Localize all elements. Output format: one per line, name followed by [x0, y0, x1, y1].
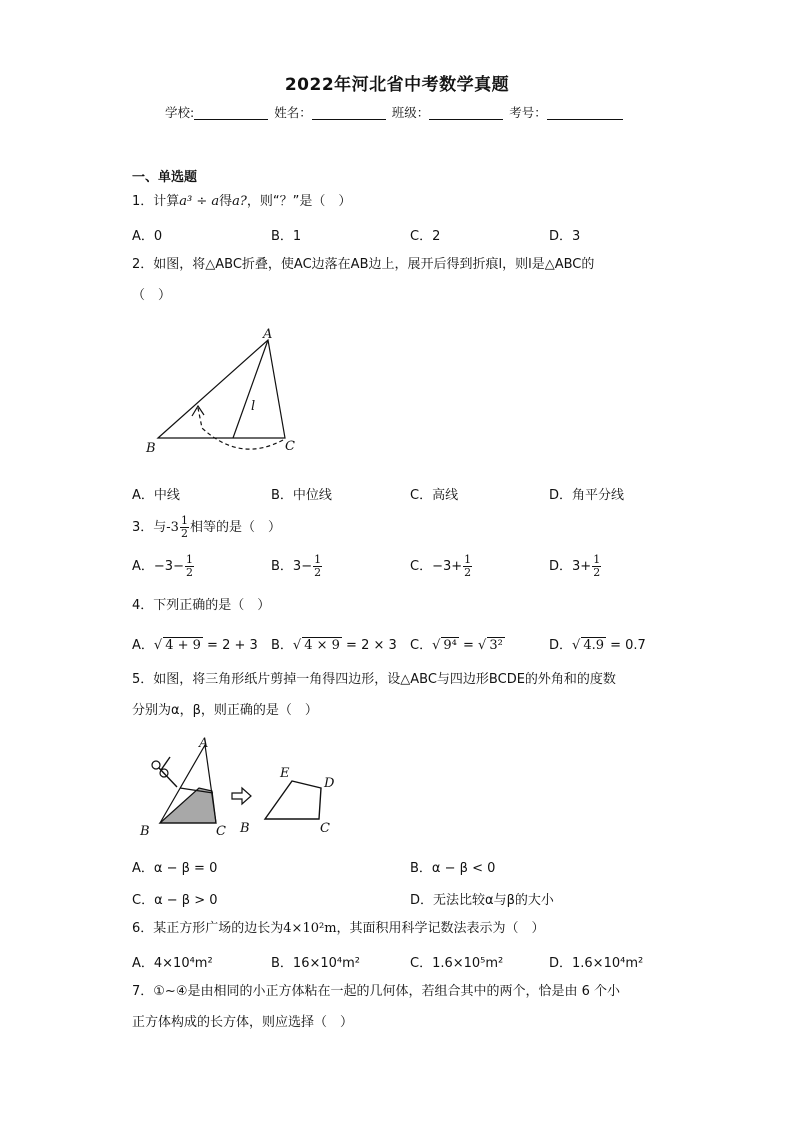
label-l: l [251, 399, 256, 414]
option-label: B． [271, 638, 293, 653]
option-label: D． [549, 638, 573, 653]
exam-number-blank[interactable] [547, 105, 623, 120]
q2-option-b[interactable]: B．中位线 [271, 488, 332, 503]
option-fraction [592, 554, 601, 579]
triangle-fold-figure [140, 328, 310, 458]
option-fraction [185, 554, 194, 579]
question-6-text: 6．某正方形广场的边长为 [132, 921, 284, 936]
name-label: 姓名： [274, 105, 312, 120]
option-expression: −3+ [432, 559, 463, 574]
fraction-numerator: 1 [464, 553, 472, 566]
q5-option-d[interactable]: D．无法比较α与β的大小 [410, 893, 554, 908]
q1-option-d[interactable]: D．3 [549, 229, 581, 244]
question-3-integer: -3 [166, 520, 179, 535]
sqrt-icon: √ [478, 638, 487, 653]
fraction-numerator: 1 [314, 553, 322, 566]
q5-option-b[interactable]: B．α − β < 0 [410, 861, 496, 876]
option-fraction [313, 554, 322, 579]
radicand: 3² [489, 638, 503, 653]
q3-option-a[interactable] [132, 554, 195, 579]
cut-triangle-figure [132, 733, 342, 843]
class-blank[interactable] [429, 105, 503, 120]
option-label: A． [132, 559, 154, 574]
question-5-line-1: 5．如图，将三角形纸片剪掉一角得四边形，设△ABC与四边形BCDE的外角和的度数 [132, 672, 616, 687]
student-info-line [165, 103, 625, 121]
question-2-line-2: （ ） [132, 288, 172, 303]
question-3-text: 3．与 [132, 520, 167, 535]
sqrt-icon: √ [432, 638, 441, 653]
question-1-text: 1．计算 [132, 194, 180, 209]
q4-option-b[interactable] [271, 634, 397, 653]
q2-option-a[interactable]: A．中线 [132, 488, 180, 503]
label-c: C [216, 824, 226, 839]
option-equation: = 2 × 3 [341, 638, 397, 653]
label-b2: B [240, 821, 250, 836]
q5-option-a[interactable]: A．α − β = 0 [132, 861, 218, 876]
q3-option-c[interactable] [410, 554, 473, 579]
option-expression: 3− [292, 559, 313, 574]
question-1-text-end: ，则“？”是（ ） [246, 194, 352, 209]
option-label: B． [271, 559, 293, 574]
radicand: 9⁴ [443, 638, 457, 653]
q1-option-b[interactable]: B．1 [271, 229, 302, 244]
question-1-expression: a³ ÷ a [179, 194, 220, 209]
q3-option-d[interactable] [549, 554, 602, 579]
question-3-text-end: 相等的是（ ） [189, 520, 281, 535]
label-c2: C [320, 821, 330, 836]
class-label: 班级： [391, 105, 430, 120]
triangle-abc [158, 340, 285, 438]
question-2-line-1: 2．如图，将△ABC折叠，使AC边落在AB边上，展开后得到折痕l，则l是△ABC的 [132, 257, 595, 272]
q3-option-b[interactable] [271, 554, 323, 579]
sqrt-icon: √ [572, 638, 581, 653]
sqrt-icon: √ [153, 638, 163, 653]
option-label: A． [132, 638, 154, 653]
q4-option-a[interactable] [132, 634, 258, 653]
q4-option-c[interactable] [410, 634, 505, 653]
label-c: C [285, 439, 295, 454]
fraction-denominator: 2 [593, 566, 601, 579]
fraction-numerator: 1 [593, 553, 601, 566]
option-equation: = 0.7 [606, 638, 646, 653]
q4-option-d[interactable] [549, 634, 646, 653]
label-b: B [146, 441, 156, 456]
option-expression: 3+ [572, 559, 592, 574]
q1-option-c[interactable]: C．2 [410, 229, 441, 244]
question-7-line-2: 正方体构成的长方体，则应选择（ ） [132, 1015, 354, 1030]
q2-option-d[interactable]: D．角平分线 [549, 488, 625, 503]
section-heading: 一、单选题 [132, 170, 198, 185]
fraction-denominator: 2 [185, 566, 193, 579]
option-label: C． [410, 559, 433, 574]
fraction-denominator: 2 [464, 566, 472, 579]
question-4: 4．下列正确的是（ ） [132, 598, 271, 613]
radicand: 4 × 9 [304, 638, 340, 653]
radicand: 4.9 [583, 638, 604, 653]
question-6-value: 4×10²m [283, 921, 337, 936]
q5-option-c[interactable]: C．α − β > 0 [132, 893, 218, 908]
label-b: B [140, 824, 150, 839]
question-7-line-1: 7．①~④是由相同的小正方体粘在一起的几何体，若组合其中的两个，恰是由 6 个小 [132, 984, 621, 999]
q6-option-c[interactable]: C．1.6×10⁵m² [410, 956, 504, 971]
question-3-fraction [180, 515, 189, 540]
question-3 [132, 512, 281, 543]
fraction-numerator: 1 [185, 553, 193, 566]
scissors-icon [152, 757, 177, 787]
option-equation: = 2 + 3 [202, 638, 258, 653]
label-a: A [263, 328, 273, 342]
option-label: D． [549, 559, 573, 574]
option-fraction [463, 554, 472, 579]
question-6 [132, 913, 545, 944]
school-label: 学校: [165, 105, 195, 120]
label-e: E [280, 766, 290, 781]
trimmed-triangle [160, 788, 216, 823]
crease-l [233, 340, 268, 438]
option-label: C． [410, 638, 433, 653]
exam-number-label: 考号： [509, 105, 547, 120]
school-blank[interactable] [194, 105, 268, 120]
label-a: A [199, 736, 209, 751]
fold-arc [198, 408, 283, 449]
page-title: 2022年河北省中考数学真题 [284, 75, 510, 95]
q6-option-a[interactable]: A．4×10⁴m² [132, 956, 213, 971]
name-blank[interactable] [312, 105, 386, 120]
q1-option-a[interactable]: A．0 [132, 229, 163, 244]
radicand: 4 + 9 [165, 638, 201, 653]
q6-option-b[interactable]: B．16×10⁴m² [271, 956, 360, 971]
q2-option-c[interactable]: C．高线 [410, 488, 459, 503]
question-1-text-mid: 得 [219, 194, 233, 209]
sqrt-icon: √ [292, 638, 302, 653]
right-arrow-icon [232, 788, 251, 804]
quadrilateral-bcde [265, 781, 321, 819]
fraction-denominator: 2 [314, 566, 322, 579]
option-expression: −3− [153, 559, 184, 574]
fraction-denominator: 2 [180, 527, 188, 540]
question-1-result: a? [232, 194, 247, 209]
label-d: D [324, 776, 335, 791]
question-1 [132, 186, 351, 217]
option-equation: = [458, 638, 479, 653]
question-5-line-2: 分别为α，β，则正确的是（ ） [132, 703, 318, 718]
fraction-numerator: 1 [180, 514, 188, 527]
question-6-text-end: ，其面积用科学记数法表示为（ ） [336, 921, 545, 936]
q6-option-d[interactable]: D．1.6×10⁴m² [549, 956, 644, 971]
